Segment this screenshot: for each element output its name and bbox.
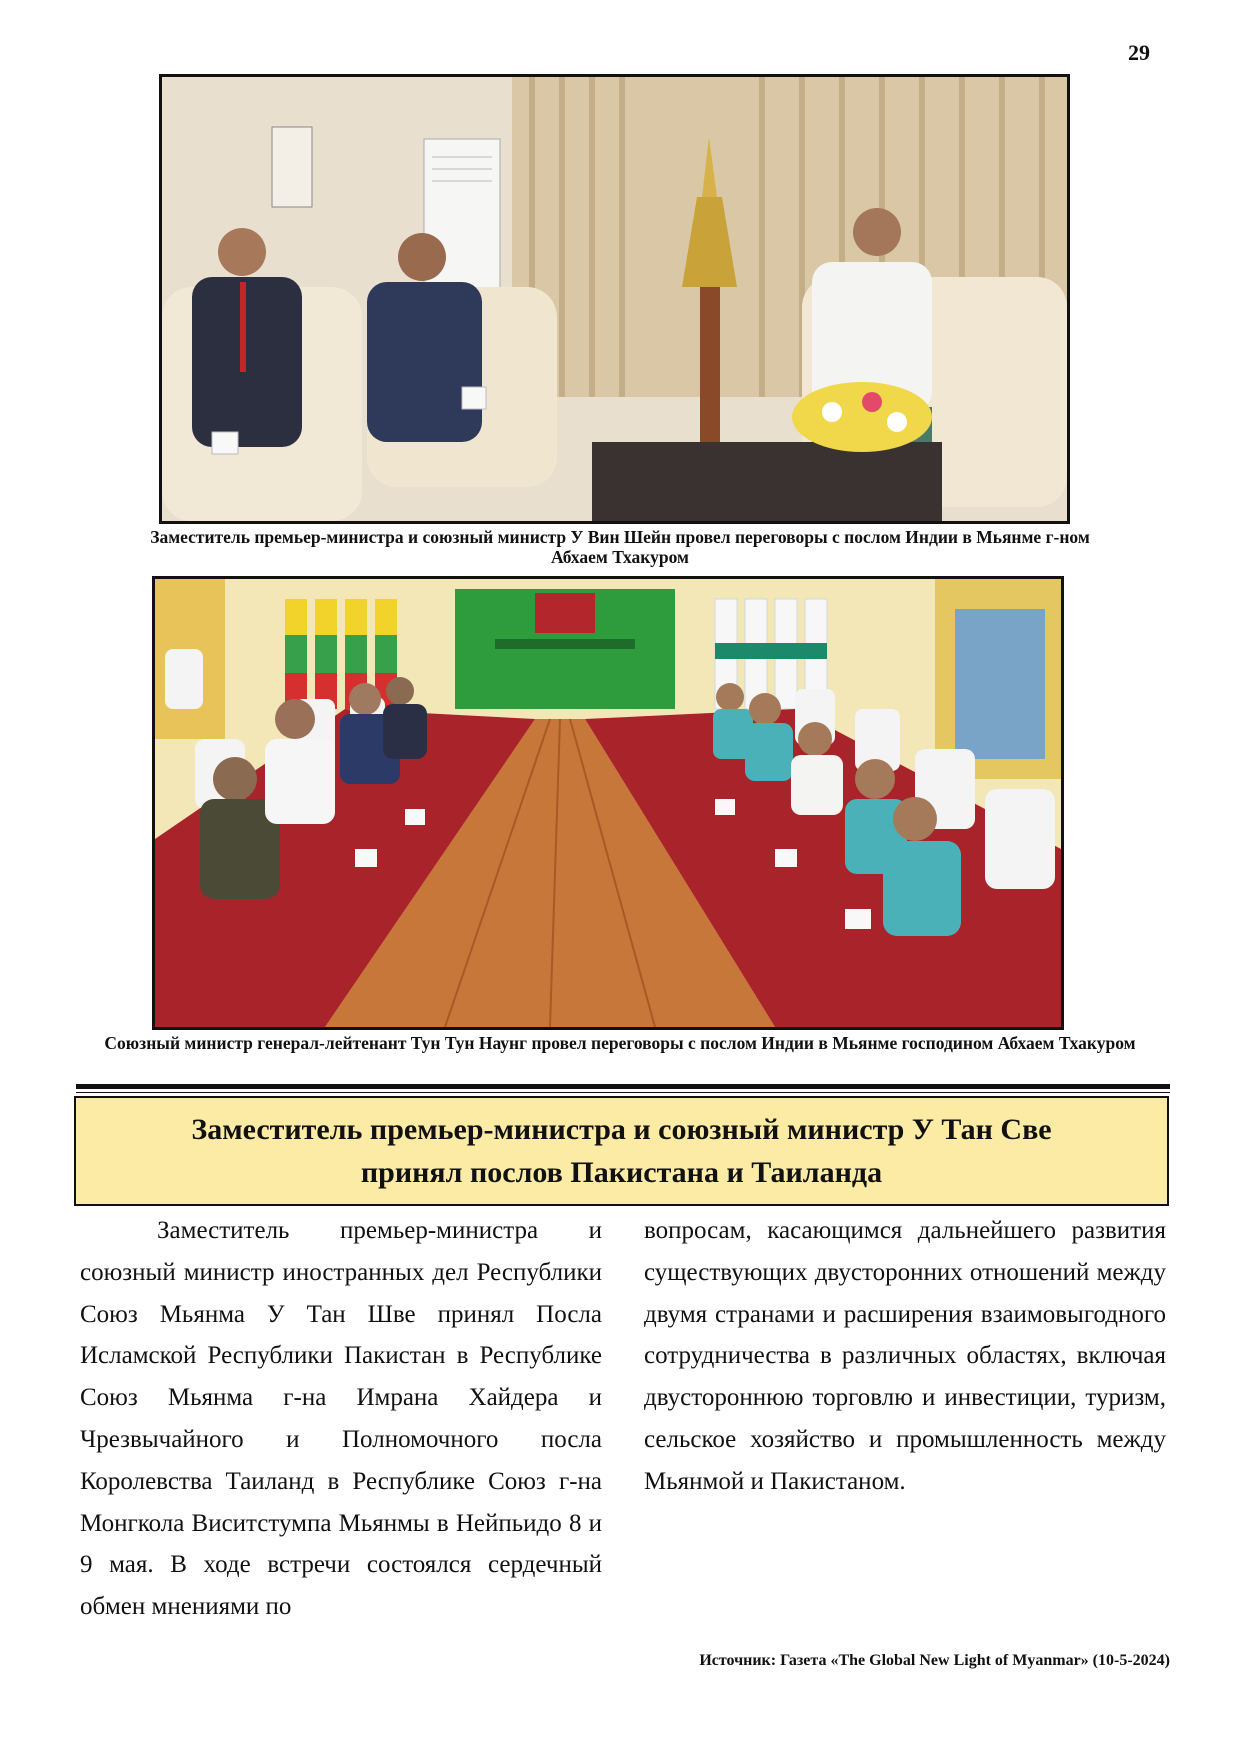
source-credit: Источник: Газета «The Global New Light of Myanmar» (10-5-2024) [699, 1652, 1170, 1669]
headline-rule [76, 1084, 1170, 1089]
article-column-left [80, 1210, 602, 1628]
headline-box [74, 1096, 1169, 1206]
article-paragraph: Заместитель премьер-министра и союзный министр иностранных дел Республики Союз Мьянма У Тан Шве принял Посла Исламской Республики Пакистан в Республике Союз Мьянма г-на Имрана Хайдера и Чрезвычайного и Полномочного посла Королевства Таиланд в Республике Союз г-на Монгкола Виситстумпа Мьянмы в Нейпьидо 8 и 9 мая. В ходе встречи состоялся сердечный обмен мнениями по [80, 1217, 602, 1621]
meeting-photo-conference-room [152, 576, 1064, 1030]
meeting-photo-reception-room [159, 74, 1070, 524]
photo2-caption: Союзный министр генерал-лейтенант Тун Тун Наунг провел переговоры с послом Индии в Мьянме господином Абхаем Тхакуром [104, 1033, 1136, 1053]
headline-rule-thin [76, 1092, 1170, 1093]
page-number: 29 [1128, 40, 1150, 65]
article-paragraph-continued: вопросам, касающимся дальнейшего развития существующих двусторонних отношений между двумя странами и расширения взаимовыгодного сотрудничества в различных областях, включая двустороннюю торговлю и инвестиции, туризм, сельское хозяйство и промышленность между Мьянмой и Пакистаном. [644, 1217, 1166, 1495]
article-headline [191, 1108, 1051, 1194]
photo1-caption: Заместитель премьер-министра и союзный министр У Вин Шейн провел переговоры с послом Индии в Мьянме г-ном Абхаем Тхакуром [150, 527, 1090, 567]
headline-line-2: принял послов Пакистана и Таиланда [360, 1156, 883, 1189]
headline-line-1: Заместитель премьер-министра и союзный министр У Тан Све [191, 1113, 1052, 1146]
article-column-right [644, 1210, 1166, 1503]
